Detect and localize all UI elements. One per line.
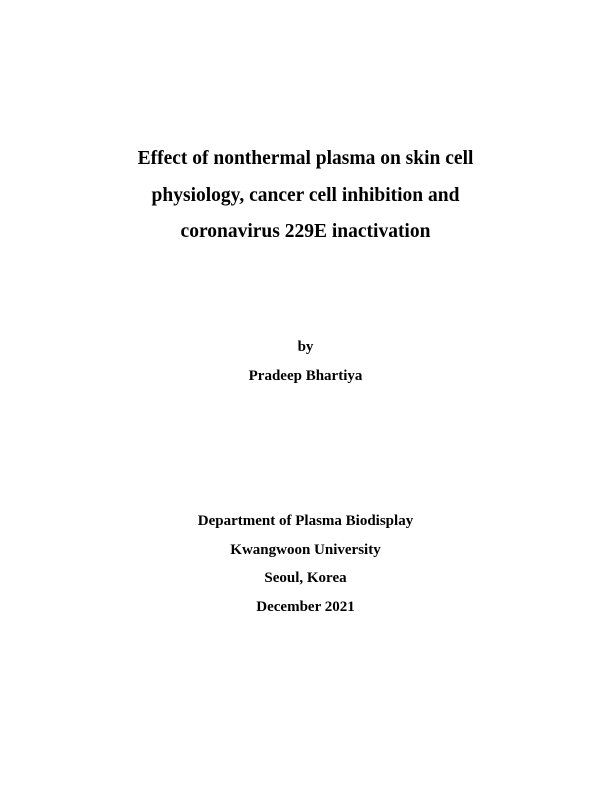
title-line-2: physiology, cancer cell inhibition and xyxy=(151,184,460,206)
submission-date: December 2021 xyxy=(256,599,355,616)
title-line-1: Effect of nonthermal plasma on skin cell xyxy=(137,148,474,169)
title-line-3: coronavirus 229E inactivation xyxy=(180,221,431,242)
location: Seoul, Korea xyxy=(264,570,347,587)
department-name: Department of Plasma Biodisplay xyxy=(197,513,414,529)
by-label: by xyxy=(297,339,314,355)
affiliation-block xyxy=(0,507,611,622)
university-name: Kwangwoon University xyxy=(230,541,381,558)
thesis-title xyxy=(0,141,611,251)
byline xyxy=(0,333,611,391)
author-name: Pradeep Bhartiya xyxy=(248,368,363,384)
